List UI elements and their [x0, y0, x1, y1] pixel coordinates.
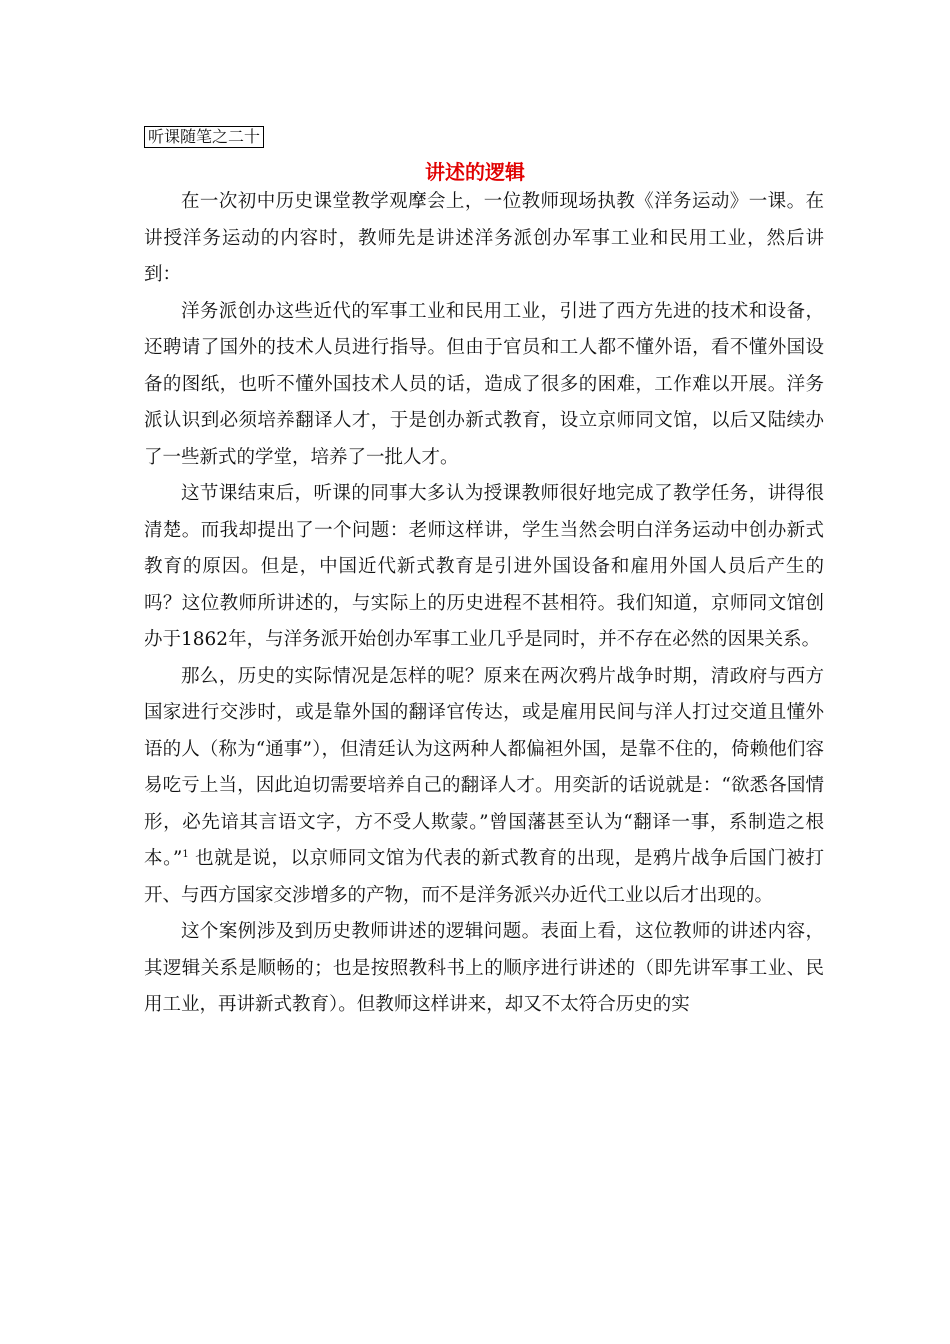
- paragraph-4-part-2: 也就是说，以京师同文馆为代表的新式教育的出现，是鸦片战争后国门被打开、与西方国家交涉增多的产物，而不是洋务派兴办近代工业以后才出现的。: [144, 848, 824, 906]
- paragraph-4-part-1: 那么，历史的实际情况是怎样的呢？原来在两次鸦片战争时期，清政府与西方国家进行交涉时，或是靠外国的翻译官传达，或是雇用民间与洋人打过交道且懂外语的人（称为“通事”），但清廷认为这两种人都偏袒外国，是靠不住的，倚赖他们容易吃亏上当，因此迫切需要培养自己的翻译人才。用奕訢的话说就是：“欲悉各国情形，必先谙其言语文字，方不受人欺蒙。”曾国藩甚至认为“翻译一事，系制造之根本。”: [144, 665, 824, 869]
- series-label: 听课随笔之二十: [144, 126, 264, 148]
- article-title: 讲述的逻辑: [425, 160, 525, 184]
- paragraph-3: 这节课结束后，听课的同事大多认为授课教师很好地完成了教学任务，讲得很清楚。而我却提出了一个问题：老师这样讲，学生当然会明白洋务运动中创办新式教育的原因。但是，中国近代新式教育是引进外国设备和雇用外国人员后产生的吗？这位教师所讲述的，与实际上的历史进程不甚相符。我们知道，京师同文馆创办于1862年，与洋务派开始创办军事工业几乎是同时，并不存在必然的因果关系。: [144, 483, 824, 650]
- article-body: [144, 184, 824, 1024]
- footnote-marker: 1: [182, 848, 189, 860]
- paragraph-5: 这个案例涉及到历史教师讲述的逻辑问题。表面上看，这位教师的讲述内容，其逻辑关系是顺畅的；也是按照教科书上的顺序进行讲述的（即先讲军事工业、民用工业，再讲新式教育）。但教师这样讲来，却又不太符合历史的实: [144, 921, 824, 1015]
- paragraph-1: 在一次初中历史课堂教学观摩会上，一位教师现场执教《洋务运动》一课。在讲授洋务运动的内容时，教师先是讲述洋务派创办军事工业和民用工业，然后讲到：: [144, 191, 824, 285]
- paragraph-4: [144, 659, 824, 915]
- paragraph-2-quote: 洋务派创办这些近代的军事工业和民用工业，引进了西方先进的技术和设备，还聘请了国外的技术人员进行指导。但由于官员和工人都不懂外语，看不懂外国设备的图纸，也听不懂外国技术人员的话，造成了很多的困难，工作难以开展。洋务派认识到必须培养翻译人才，于是创办新式教育，设立京师同文馆，以后又陆续办了一些新式的学堂，培养了一批人才。: [144, 300, 824, 468]
